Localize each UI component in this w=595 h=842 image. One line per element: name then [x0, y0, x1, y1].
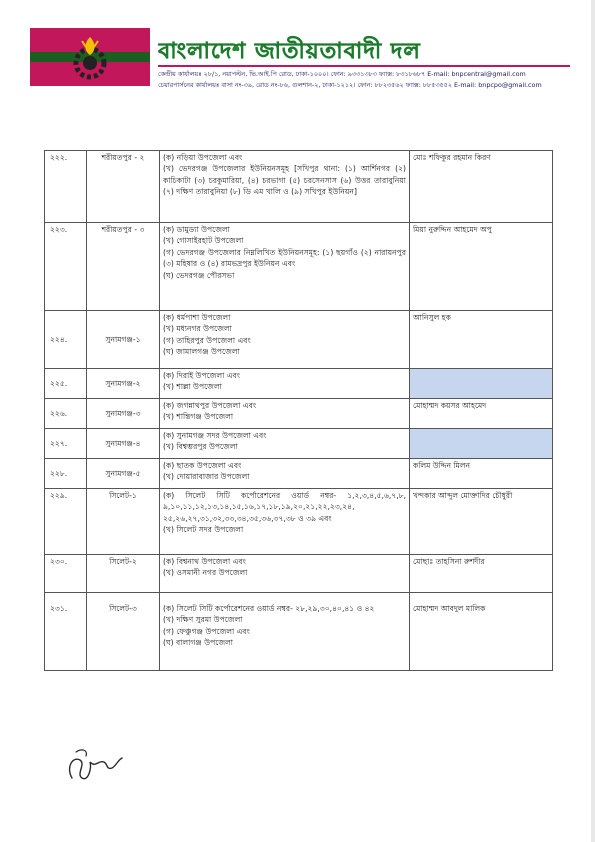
letterhead: [30, 28, 570, 92]
table-row: [45, 555, 553, 593]
candidate-name: [410, 429, 553, 459]
serial-number: ২২৫.: [45, 369, 87, 399]
candidate-name: মোছাঃ তাহসিনা রুশদীর: [410, 555, 553, 593]
area-item: (খ) গোসাইরহাট উপজেলা: [163, 236, 244, 246]
serial-number: ২৩১.: [45, 593, 87, 671]
serial-number: ২২৯.: [45, 489, 87, 555]
candidate-name: [410, 369, 553, 399]
candidate-table: [44, 150, 553, 671]
area-list: [160, 429, 410, 459]
area-item: (খ) ওসমানী নগর উপজেলা: [163, 568, 248, 578]
party-name: বাংলাদেশ জাতীয়তাবাদী দল: [158, 38, 421, 62]
serial-number: ২২৭.: [45, 429, 87, 459]
area-list: [160, 489, 410, 555]
candidate-name: মোঃ শফিকুর রহমান কিরণ: [410, 151, 553, 223]
constituency-name: সিলেট-৩: [87, 593, 160, 671]
serial-number: ২২৪.: [45, 311, 87, 369]
table-row: [45, 151, 553, 223]
area-item: (ক) জগন্নাথপুর উপজেলা এবং: [163, 401, 257, 410]
table-row: [45, 593, 553, 671]
table-row: [45, 489, 553, 555]
area-item: (ঘ) বালাগঞ্জ উপজেলা: [163, 638, 233, 648]
central-office-address: কেন্দ্রীয় কার্যালয়ঃ ২৮/১, নয়াপল্টন, ভি.আই.পি রোড, ঢাকা-১০০০। ফোন: ৯৩৩১৩৮৩ ফ্যাক্স: ৮৩১৮৬৮৭ E-mail: bnpcentral@gmail.com: [158, 70, 526, 78]
area-item: (ক) ডামুড্যা উপজেলা: [163, 225, 230, 234]
area-item: (ক) ছাতক উপজেলা এবং: [163, 461, 242, 470]
table-row: [45, 223, 553, 311]
area-item: (খ) শান্তিগঞ্জ উপজেলা: [163, 412, 234, 422]
constituency-name: সুনামগঞ্জ-১: [87, 311, 160, 369]
candidate-name: আনিসুল হক: [410, 311, 553, 369]
area-item: (ঘ) ভেদরগঞ্জ পৌরসভা: [163, 270, 235, 280]
serial-number: ২২৩.: [45, 223, 87, 311]
area-item: (ক) ধর্মপাশা উপজেলা: [163, 313, 231, 322]
serial-number: ২৩০.: [45, 555, 87, 593]
candidate-name: মোহাম্মদ কয়সর আহমেদ: [410, 399, 553, 429]
table-row: [45, 429, 553, 459]
candidate-name: মোহাম্মদ আবদুল মালিক: [410, 593, 553, 671]
area-item: (ক) সিলেট সিটি কর্পোরেশনের ওয়ার্ড নম্বর- ২৮,২৯,৩০,৪০,৪১ ও ৪২: [163, 604, 375, 613]
constituency-name: সুনামগঞ্জ-৪: [87, 429, 160, 459]
area-item: (গ) ভেদরগঞ্জ উপজেলার নিম্নলিখিত ইউনিয়নসমূহ: (১) ছয়গাঁও (২) নারায়নপুর (৩) মহিষার ও (৪) রামভদ্রপুর ইউনিয়ন এবং: [163, 247, 406, 269]
chairperson-office-address: চেয়ারপার্সনের কার্যালয়ঃ বাসা নং-৩৯, রোড নং-৮৬, গুলশান-২, ঢাকা-১২১২। ফোন: ৮৮২৩৫৬২ ফ্যাক্স: ৮৮৫৩৫৫২ E-mail: bnpcpo@gmail.com: [158, 81, 542, 89]
area-item: (খ) দোয়ারাবাজার উপজেলা: [163, 472, 250, 482]
area-list: [160, 311, 410, 369]
candidate-name: কলিম উদ্দিন মিলন: [410, 459, 553, 489]
area-item: (খ) ভেদরগঞ্জ উপজেলার ইউনিয়নসমূহ [সখিপুর থানা: (১) আর্শিনগর (২) কাচিকাটা (৩) চরকুমারিয়া, (৪) চরভাগা (৫) চরসেনসাস (৬) উত্তর তারাবুনিয়া (৭) দক্ষিণ তারাবুনিয়া (৮) ডি এম খালি ও (৯) সখিপুর ইউনিয়ন]: [163, 164, 406, 197]
area-item: (গ) ফেঞ্চুগঞ্জ উপজেলা এবং: [163, 626, 250, 636]
constituency-name: শরীয়তপুর - ২: [87, 151, 160, 223]
area-item: (ক) দিরাই উপজেলা এবং: [163, 371, 241, 380]
constituency-name: সিলেট-২: [87, 555, 160, 593]
serial-number: ২২৮.: [45, 459, 87, 489]
serial-number: ২২২.: [45, 151, 87, 223]
area-item: (খ) শাল্লা উপজেলা: [163, 382, 222, 392]
area-list: [160, 223, 410, 311]
constituency-name: সুনামগঞ্জ-৫: [87, 459, 160, 489]
party-flag-logo: [30, 28, 150, 86]
area-item: (খ) দক্ষিণ সুরমা উপজেলা: [163, 615, 243, 625]
area-item: (খ) বিশ্বম্ভরপুর উপজেলা: [163, 442, 238, 452]
area-item: (ক) বিশ্বনাথ উপজেলা এবং: [163, 557, 246, 566]
constituency-name: সুনামগঞ্জ-২: [87, 369, 160, 399]
area-item: (ক) সুনামগঞ্জ সদর উপজেলা এবং: [163, 431, 267, 440]
table-row: [45, 459, 553, 489]
table-row: [45, 311, 553, 369]
table-row: [45, 369, 553, 399]
area-item: (খ) মধ্যনগর উপজেলা: [163, 324, 232, 334]
area-list: [160, 369, 410, 399]
constituency-name: সুনামগঞ্জ-৩: [87, 399, 160, 429]
area-list: [160, 459, 410, 489]
constituency-name: সিলেট-১: [87, 489, 160, 555]
handwritten-signature: [62, 738, 132, 788]
header-rule: [158, 65, 570, 67]
area-item: (ক) নড়িয়া উপজেলা এবং: [163, 153, 243, 162]
area-item: (ক) সিলেট সিটি কর্পোরেশনের ওয়ার্ড নম্বর- ১,২,৩,৪,৫,৬,৭,৮, ৯,১০,১১,১২,১৩,১৪,১৫,১৬,১৭,১৮,১৯,২০,২১,২২,২৩,২৪, ২৫,২৬,২৭,৩১,৩২,৩৩,৩৪,৩৫,৩৬,৩৭,৩৮ ও ৩৯ এবং: [163, 491, 406, 523]
table-row: [45, 399, 553, 429]
constituency-name: শরীয়তপুর - ৩: [87, 223, 160, 311]
candidate-name: মিয়া নুরুদ্দিন আহমেদ অপু: [410, 223, 553, 311]
candidate-name: খন্দকার আব্দুল মোক্তাদির চৌধুরী: [410, 489, 553, 555]
party-emblem-icon: [66, 33, 114, 81]
area-list: [160, 399, 410, 429]
area-item: (খ) সিলেট সদর উপজেলা: [163, 525, 244, 535]
area-item: (গ) তাহিরপুর উপজেলা এবং: [163, 335, 251, 345]
area-list: [160, 151, 410, 223]
area-list: [160, 555, 410, 593]
area-list: [160, 593, 410, 671]
serial-number: ২২৬.: [45, 399, 87, 429]
area-item: (ঘ) জামালগঞ্জ উপজেলা: [163, 347, 240, 357]
